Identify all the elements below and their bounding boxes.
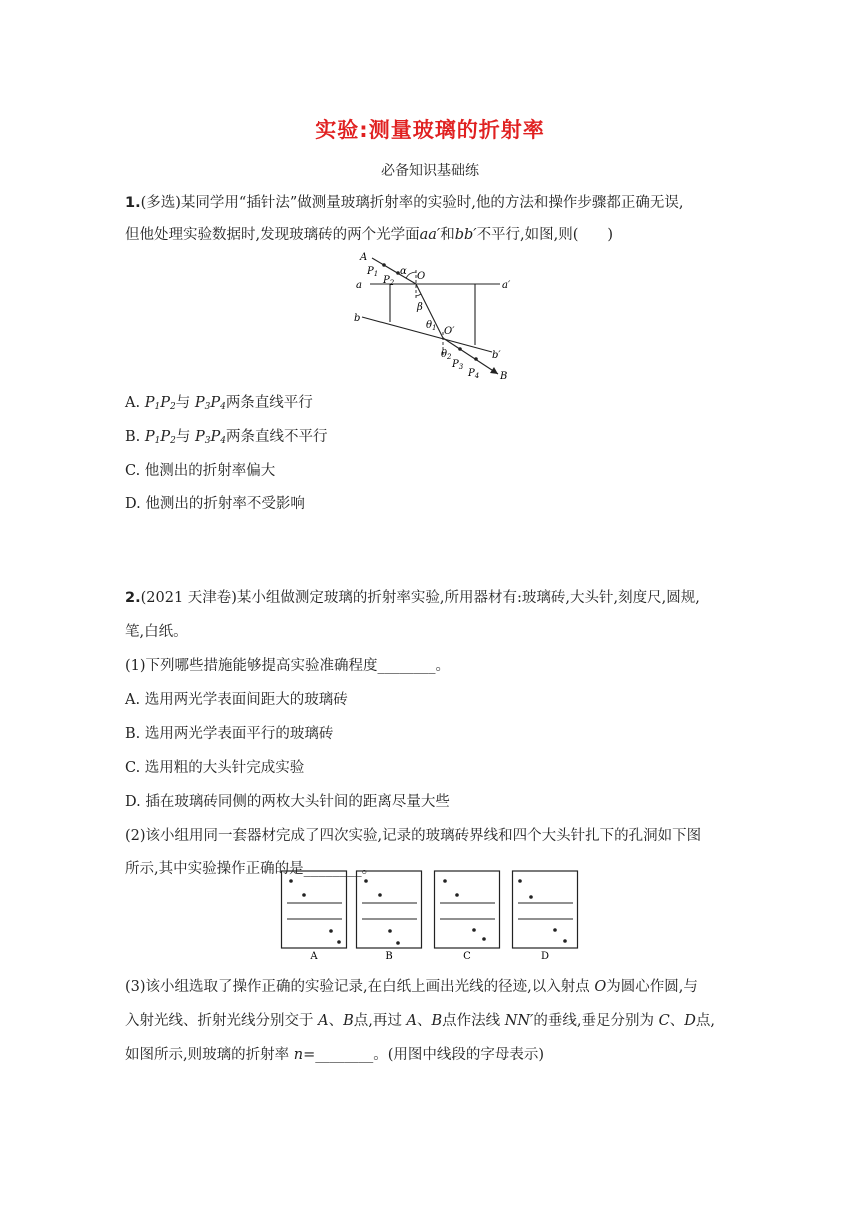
q1-face-aa: aa′ bbox=[419, 227, 441, 243]
panel-a bbox=[282, 871, 347, 962]
panel-b bbox=[357, 871, 422, 962]
section-subtitle: 必备知识基础练 bbox=[381, 163, 479, 179]
label-P2: $P_2$ bbox=[383, 275, 395, 287]
q2-part3-line3: 如图所示,则玻璃的折射率 n=________。(用图中线段的字母表示) bbox=[125, 1047, 545, 1063]
q1-stem-text1: (多选)某同学用“插针法”做测量玻璃折射率的实验时,他的方法和操作步骤都正确无误, bbox=[140, 195, 684, 211]
q1-option-a: A. $P_1P_2$与 $P_3P_4$两条直线平行 bbox=[125, 395, 313, 412]
label-alpha: α bbox=[400, 266, 407, 277]
q2-stem-line1 bbox=[125, 591, 700, 606]
pin-p1 bbox=[382, 263, 386, 267]
label-b: b bbox=[354, 313, 361, 324]
label-a-prime: a′ bbox=[502, 280, 511, 291]
q1-option-d: D. 他测出的折射率不受影响 bbox=[125, 496, 305, 512]
q2-part1-option-b: B. 选用两光学表面平行的玻璃砖 bbox=[125, 726, 334, 742]
q1-stem-line2 bbox=[125, 228, 613, 243]
q2-panels-figure bbox=[280, 868, 580, 963]
q1-and: 和 bbox=[440, 227, 455, 243]
q2-stem-text1: (2021 天津卷)某小组做测定玻璃的折射率实验,所用器材有:玻璃砖,大头针,刻度尺,圆规, bbox=[140, 590, 700, 606]
q1-face-bb: bb′ bbox=[454, 227, 477, 243]
q2-part3-line2: 入射光线、折射光线分别交于 A、B点,再过 A、B点作法线 NN′的垂线,垂足分别为 C、D点, bbox=[125, 1013, 715, 1029]
q2-part2-prompt-line2: 所示,其中实验操作正确的是________。 bbox=[125, 861, 377, 877]
q1-option-c: C. 他测出的折射率偏大 bbox=[125, 463, 276, 479]
panel-a-label: A bbox=[310, 951, 318, 962]
ray-arrowhead bbox=[490, 367, 498, 374]
panel-b-label: B bbox=[385, 951, 393, 962]
label-P1: $P_1$ bbox=[367, 266, 379, 278]
label-a: a bbox=[356, 280, 362, 291]
q1-refraction-figure bbox=[340, 248, 520, 383]
label-theta1: $\theta_1$ bbox=[426, 320, 437, 332]
angle-alpha-arc bbox=[406, 272, 416, 278]
q2-part1-option-d: D. 插在玻璃砖同侧的两枚大头针间的距离尽量大些 bbox=[125, 794, 450, 810]
label-B: B bbox=[500, 371, 508, 382]
label-O: O bbox=[417, 271, 426, 282]
label-b-prime: b′ bbox=[492, 350, 501, 361]
pin-p3 bbox=[458, 347, 462, 351]
panel-c bbox=[435, 871, 500, 962]
q2-part3-line1: (3)该小组选取了操作正确的实验记录,在白纸上画出光线的径迹,以入射点 O为圆心作圆,与 bbox=[125, 979, 698, 995]
q2-part1-prompt: (1)下列哪些措施能够提高实验准确程度________。 bbox=[125, 658, 451, 674]
q1-option-b: B. $P_1P_2$与 $P_3P_4$两条直线不平行 bbox=[125, 429, 328, 446]
label-O-prime: O′ bbox=[444, 326, 455, 337]
q2-stem-line2: 笔,白纸。 bbox=[125, 624, 188, 640]
q1-stem-text2a: 但他处理实验数据时,发现玻璃砖的两个光学面 bbox=[125, 227, 420, 243]
q2-part1-option-c: C. 选用粗的大头针完成实验 bbox=[125, 760, 305, 776]
label-P4: $P_4$ bbox=[468, 368, 480, 380]
page-title: 实验:测量玻璃的折射率 bbox=[315, 118, 545, 142]
q2-part1-option-a: A. 选用两光学表面间距大的玻璃砖 bbox=[125, 692, 348, 708]
label-beta: β bbox=[417, 302, 423, 313]
label-P3: $P_3$ bbox=[452, 359, 464, 371]
label-A: A bbox=[360, 252, 368, 263]
q2-part2-prompt-line1: (2)该小组用同一套器材完成了四次实验,记录的玻璃砖界线和四个大头针扎下的孔洞如下图 bbox=[125, 828, 702, 844]
panel-c-label: C bbox=[463, 951, 471, 962]
label-theta2: $\theta_2$ bbox=[441, 349, 452, 361]
pin-p4 bbox=[474, 357, 478, 361]
panel-d-label: D bbox=[540, 951, 550, 962]
q2-number: 2. bbox=[125, 590, 141, 606]
q1-number: 1. bbox=[125, 195, 141, 211]
q1-stem-line1 bbox=[125, 196, 683, 211]
q1-stem-text2b: 不平行,如图,则( ) bbox=[476, 227, 614, 243]
angle-beta-arc bbox=[416, 294, 421, 296]
panel-d bbox=[513, 871, 578, 962]
